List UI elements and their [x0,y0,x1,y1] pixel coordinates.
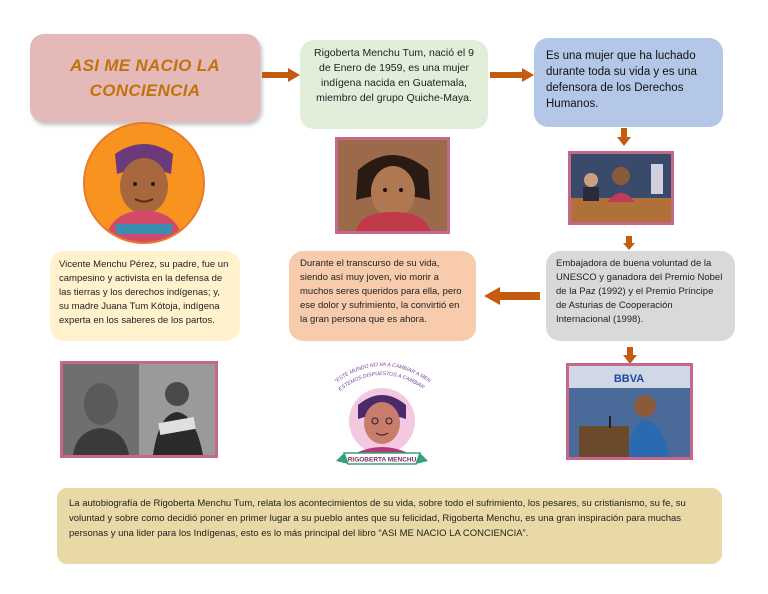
podium-speech-photo [566,363,693,460]
arrow-left-icon [484,287,540,305]
parents-photo [60,361,218,458]
arrow-down-icon [617,128,631,146]
parents-info-box: Vicente Menchu Pérez, su padre, fue un campesino y activista en la defensa de las tierras y los derechos indígenas; y, su madre Juana Tum Kótoja, indígena experta en los saberes de los partos. [50,251,240,341]
title-box [30,34,260,122]
arrow-down-icon [623,347,637,364]
arrow-down-icon [623,236,635,250]
portrait-illustration [85,124,203,242]
svg-text:"ESTE MUNDO NO VA A CAMBIAR A [322,349,432,385]
ambassador-info-box: Embajadora de buena voluntad de la UNESCO y ganadora del Premio Nobel de la Paz (1992) y el Premio Príncipe de Asturias de Cooperación Internacional (1998). [546,251,735,341]
unesco-meeting-photo [568,151,674,225]
quote-arc-line-1: "ESTE MUNDO NO VA A CAMBIAR A MEN [333,361,432,385]
young-rigoberta-photo [335,137,450,234]
birth-info-box: Rigoberta Menchu Tum, nació el 9 de Enero de 1959, es una mujer indígena nacida en Guatemala, miembro del grupo Quiche-Maya. [300,40,488,129]
summary-box: La autobiografía de Rigoberta Menchu Tum, relata los acontecimientos de su vida, sobre todo el sufrimiento, los pesares, su cristianismo, su fe, su voluntad y sobre como decidió poner en primer lugar a su pueblo antes que su felicidad, Rigoberta Menchu, es una gran inspiración para muchas personas y una lider para los Indígenas, esto es lo más principal del libro “ASI ME NACIO LA CONCIENCIA”. [57,488,722,564]
arrow-right-icon [262,68,300,82]
rigoberta-portrait-circle [83,122,205,244]
title-text: ASI ME NACIO LA CONCIENCIA [70,56,220,100]
loss-info-box: Durante el transcurso de su vida, siendo así muy joven, vio morir a muchos seres queridos para ella, pero ese dolor y sufrimiento, la convirtió en la gran persona que es ahora. [289,251,476,341]
logo-ribbon-text: RIGOBERTA MENCHU [347,456,417,464]
rigoberta-quote-logo [322,349,442,474]
podium-sign-text: BBVA [613,373,645,385]
human-rights-box: Es una mujer que ha luchado durante toda su vida y es una defensora de los Derechos Humanos. [534,38,723,127]
arrow-right-icon [490,68,534,82]
quote-arc-line-2: ESTEMOS DISPUESTOS A CAMBIAR [337,370,426,393]
